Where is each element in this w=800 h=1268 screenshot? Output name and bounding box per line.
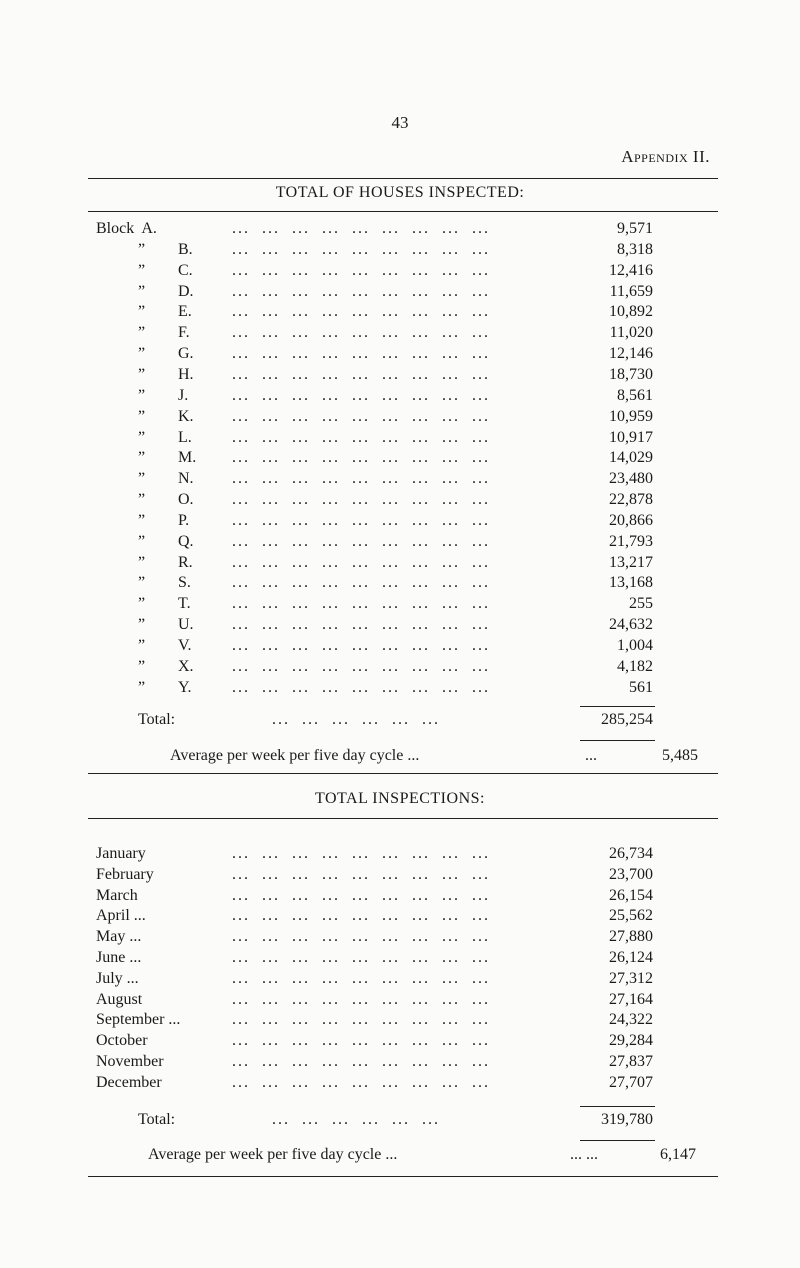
- block-value: 11,659: [609, 282, 653, 300]
- month-label: October: [96, 1032, 148, 1050]
- block-leader-dots: ... ... ... ... ... ... ... ... ...: [232, 365, 490, 383]
- houses-average-value: 5,485: [662, 747, 698, 764]
- inspections-title-rule: [88, 818, 718, 819]
- block-label: X.: [178, 657, 194, 675]
- month-label: May ...: [96, 928, 142, 946]
- block-row: [0, 449, 800, 471]
- block-value: 14,029: [609, 449, 653, 467]
- month-row: [0, 1032, 800, 1054]
- month-row: [0, 928, 800, 950]
- block-ditto-mark: ”: [138, 637, 146, 654]
- block-row: [0, 595, 800, 617]
- block-ditto-mark: ”: [138, 407, 146, 425]
- block-label: B.: [178, 240, 193, 258]
- block-ditto-mark: ”: [138, 365, 146, 383]
- block-value: 1,004: [617, 637, 653, 654]
- block-value: 20,866: [609, 511, 653, 529]
- block-leader-dots: ... ... ... ... ... ... ... ... ...: [232, 553, 490, 571]
- block-value: 22,878: [609, 491, 653, 509]
- block-leader-dots: ... ... ... ... ... ... ... ... ...: [232, 574, 490, 592]
- block-leader-dots: ... ... ... ... ... ... ... ... ...: [232, 511, 490, 529]
- month-label: February: [96, 865, 154, 883]
- month-value: 26,734: [609, 845, 653, 862]
- block-label: D.: [178, 282, 194, 300]
- month-value: 27,312: [609, 969, 653, 987]
- block-value: 9,571: [617, 220, 653, 237]
- block-row: [0, 429, 800, 451]
- houses-total-row: [0, 711, 800, 733]
- month-value: 26,124: [609, 949, 653, 966]
- block-leader-dots: ... ... ... ... ... ... ... ... ...: [232, 345, 490, 363]
- houses-total-label: Total:: [138, 711, 176, 728]
- inspections-total-dots: ... ... ... ... ... ...: [272, 1111, 440, 1128]
- block-ditto-mark: ”: [138, 261, 146, 279]
- block-label: R.: [178, 553, 193, 571]
- month-row: [0, 991, 800, 1013]
- block-row: [0, 533, 800, 555]
- block-label: P.: [178, 511, 190, 529]
- month-leader-dots: ... ... ... ... ... ... ... ... ...: [232, 907, 490, 925]
- month-leader-dots: ... ... ... ... ... ... ... ... ...: [232, 886, 490, 904]
- block-ditto-mark: ”: [138, 282, 146, 300]
- block-ditto-mark: ”: [138, 678, 146, 696]
- month-value: 29,284: [609, 1032, 653, 1050]
- month-row: [0, 970, 800, 992]
- block-value: 18,730: [609, 365, 653, 383]
- month-row: [0, 845, 800, 867]
- month-label: November: [96, 1053, 164, 1070]
- block-label: L.: [178, 428, 192, 446]
- block-row: [0, 324, 800, 346]
- block-label: M.: [178, 449, 197, 467]
- block-ditto-mark: ”: [138, 470, 146, 488]
- block-row: [0, 283, 800, 305]
- block-value: 24,632: [609, 616, 653, 634]
- month-row: [0, 1053, 800, 1075]
- inspections-total-rule-top: [580, 1106, 655, 1107]
- block-leader-dots: ... ... ... ... ... ... ... ... ...: [232, 595, 490, 613]
- block-value: 8,561: [617, 386, 653, 404]
- block-label: O.: [178, 491, 194, 509]
- block-label: T.: [178, 595, 191, 613]
- block-value: 23,480: [609, 470, 653, 488]
- houses-total-rule-bottom: [580, 740, 655, 741]
- month-leader-dots: ... ... ... ... ... ... ... ... ...: [232, 1053, 490, 1070]
- month-label: June ...: [96, 949, 142, 966]
- month-leader-dots: ... ... ... ... ... ... ... ... ...: [232, 845, 490, 862]
- houses-title: TOTAL OF HOUSES INSPECTED:: [275, 184, 525, 201]
- bottom-rule: [88, 1176, 718, 1177]
- block-leader-dots: ... ... ... ... ... ... ... ... ...: [232, 449, 490, 467]
- block-leader-dots: ... ... ... ... ... ... ... ... ...: [232, 240, 490, 258]
- block-ditto-mark: ”: [138, 532, 146, 550]
- houses-total-dots: ... ... ... ... ... ...: [272, 711, 440, 728]
- block-row: [0, 637, 800, 659]
- block-label: N.: [178, 470, 194, 488]
- month-label: July ...: [96, 969, 139, 987]
- block-ditto-mark: ”: [138, 449, 146, 467]
- month-leader-dots: ... ... ... ... ... ... ... ... ...: [232, 990, 490, 1008]
- block-leader-dots: ... ... ... ... ... ... ... ... ...: [232, 470, 490, 488]
- month-row: [0, 907, 800, 929]
- block-row: [0, 491, 800, 513]
- houses-total-value: 285,254: [601, 711, 653, 728]
- block-label: Y.: [178, 678, 192, 696]
- month-row: [0, 1011, 800, 1033]
- block-leader-dots: ... ... ... ... ... ... ... ... ...: [232, 407, 490, 425]
- block-value: 12,146: [609, 345, 653, 363]
- block-value: 10,959: [609, 407, 653, 425]
- block-value: 10,892: [609, 303, 653, 321]
- block-value: 13,217: [609, 553, 653, 571]
- block-row: [0, 220, 800, 242]
- inspections-total-label: Total:: [138, 1111, 176, 1128]
- block-row: [0, 345, 800, 367]
- block-row: [0, 366, 800, 388]
- month-label: December: [96, 1073, 162, 1091]
- mid-rule: [88, 773, 718, 774]
- month-label: April ...: [96, 907, 146, 925]
- page-number: 43: [391, 113, 409, 132]
- block-leader-dots: ... ... ... ... ... ... ... ... ...: [232, 428, 490, 446]
- month-leader-dots: ... ... ... ... ... ... ... ... ...: [232, 1073, 490, 1091]
- month-row: [0, 866, 800, 888]
- block-ditto-mark: ”: [138, 595, 146, 613]
- block-ditto-mark: ”: [138, 511, 146, 529]
- month-value: 23,700: [609, 865, 653, 883]
- block-value: 8,318: [617, 240, 653, 258]
- block-leader-dots: ... ... ... ... ... ... ... ... ...: [232, 282, 490, 300]
- block-value: 4,182: [617, 657, 653, 675]
- top-rule: [88, 178, 718, 179]
- block-label: K.: [178, 407, 194, 425]
- month-label: August: [96, 990, 143, 1008]
- block-label: H.: [178, 365, 194, 383]
- block-ditto-mark: ”: [138, 574, 146, 592]
- block-row: [0, 554, 800, 576]
- block-row: [0, 408, 800, 430]
- month-row: [0, 949, 800, 971]
- inspections-total-rule-bottom: [580, 1140, 655, 1141]
- month-value: 25,562: [609, 907, 653, 925]
- block-ditto-mark: ”: [138, 324, 146, 342]
- block-leader-dots: ... ... ... ... ... ... ... ... ...: [232, 616, 490, 634]
- houses-average-label: Average per week per five day cycle ...: [170, 747, 420, 764]
- block-row: [0, 658, 800, 680]
- block-leader-dots: ... ... ... ... ... ... ... ... ...: [232, 261, 490, 279]
- block-row: [0, 574, 800, 596]
- houses-average-dots: ...: [585, 747, 597, 764]
- block-value: 561: [629, 678, 653, 696]
- block-ditto-mark: ”: [138, 657, 146, 675]
- month-row: [0, 1074, 800, 1096]
- inspections-average-dots: ... ...: [570, 1146, 598, 1163]
- month-label: January: [96, 845, 146, 862]
- inspections-total-row: [0, 1111, 800, 1133]
- block-ditto-mark: ”: [138, 616, 146, 634]
- block-label: G.: [178, 345, 194, 363]
- houses-title-rule: [88, 211, 718, 212]
- houses-total-rule-top: [580, 706, 655, 707]
- month-value: 27,707: [609, 1073, 653, 1091]
- month-value: 27,164: [609, 990, 653, 1008]
- block-label: Q.: [178, 532, 194, 550]
- block-row: [0, 470, 800, 492]
- month-leader-dots: ... ... ... ... ... ... ... ... ...: [232, 1011, 490, 1029]
- block-leader-dots: ... ... ... ... ... ... ... ... ...: [232, 386, 490, 404]
- block-ditto-mark: ”: [138, 553, 146, 571]
- month-row: [0, 887, 800, 909]
- block-row: [0, 679, 800, 701]
- block-label: J.: [178, 386, 189, 404]
- block-label: E.: [178, 303, 192, 321]
- month-value: 27,880: [609, 928, 653, 946]
- block-value: 255: [629, 595, 653, 613]
- inspections-title: TOTAL INSPECTIONS:: [315, 790, 485, 807]
- block-row: [0, 241, 800, 263]
- block-value: 11,020: [609, 324, 653, 342]
- appendix-heading: Appendix II.: [621, 147, 710, 166]
- block-ditto-mark: ”: [138, 240, 146, 258]
- block-leader-dots: ... ... ... ... ... ... ... ... ...: [232, 532, 490, 550]
- block-leader-dots: ... ... ... ... ... ... ... ... ...: [232, 637, 490, 654]
- month-leader-dots: ... ... ... ... ... ... ... ... ...: [232, 928, 490, 946]
- month-label: March: [96, 886, 138, 904]
- block-ditto-mark: ”: [138, 428, 146, 446]
- block-leader-dots: ... ... ... ... ... ... ... ... ...: [232, 491, 490, 509]
- block-label: Block A.: [96, 220, 157, 237]
- month-leader-dots: ... ... ... ... ... ... ... ... ...: [232, 865, 490, 883]
- block-label: V.: [178, 637, 192, 654]
- month-value: 27,837: [609, 1053, 653, 1070]
- block-ditto-mark: ”: [138, 303, 146, 321]
- block-label: C.: [178, 261, 193, 279]
- block-row: [0, 616, 800, 638]
- inspections-average-value: 6,147: [660, 1146, 696, 1163]
- block-row: [0, 303, 800, 325]
- inspections-total-value: 319,780: [601, 1111, 653, 1128]
- block-row: [0, 387, 800, 409]
- block-value: 13,168: [609, 574, 653, 592]
- block-row: [0, 262, 800, 284]
- block-value: 12,416: [609, 261, 653, 279]
- month-value: 26,154: [609, 886, 653, 904]
- block-label: U.: [178, 616, 194, 634]
- block-leader-dots: ... ... ... ... ... ... ... ... ...: [232, 220, 490, 237]
- block-row: [0, 512, 800, 534]
- month-label: September ...: [96, 1011, 181, 1029]
- block-ditto-mark: ”: [138, 491, 146, 509]
- block-leader-dots: ... ... ... ... ... ... ... ... ...: [232, 303, 490, 321]
- month-value: 24,322: [609, 1011, 653, 1029]
- inspections-average-label: Average per week per five day cycle ...: [148, 1146, 398, 1163]
- block-value: 21,793: [609, 532, 653, 550]
- block-leader-dots: ... ... ... ... ... ... ... ... ...: [232, 657, 490, 675]
- block-ditto-mark: ”: [138, 386, 146, 404]
- block-leader-dots: ... ... ... ... ... ... ... ... ...: [232, 678, 490, 696]
- month-leader-dots: ... ... ... ... ... ... ... ... ...: [232, 949, 490, 966]
- block-label: S.: [178, 574, 191, 592]
- block-leader-dots: ... ... ... ... ... ... ... ... ...: [232, 324, 490, 342]
- block-label: F.: [178, 324, 190, 342]
- block-value: 10,917: [609, 428, 653, 446]
- month-leader-dots: ... ... ... ... ... ... ... ... ...: [232, 1032, 490, 1050]
- month-leader-dots: ... ... ... ... ... ... ... ... ...: [232, 969, 490, 987]
- block-ditto-mark: ”: [138, 345, 146, 363]
